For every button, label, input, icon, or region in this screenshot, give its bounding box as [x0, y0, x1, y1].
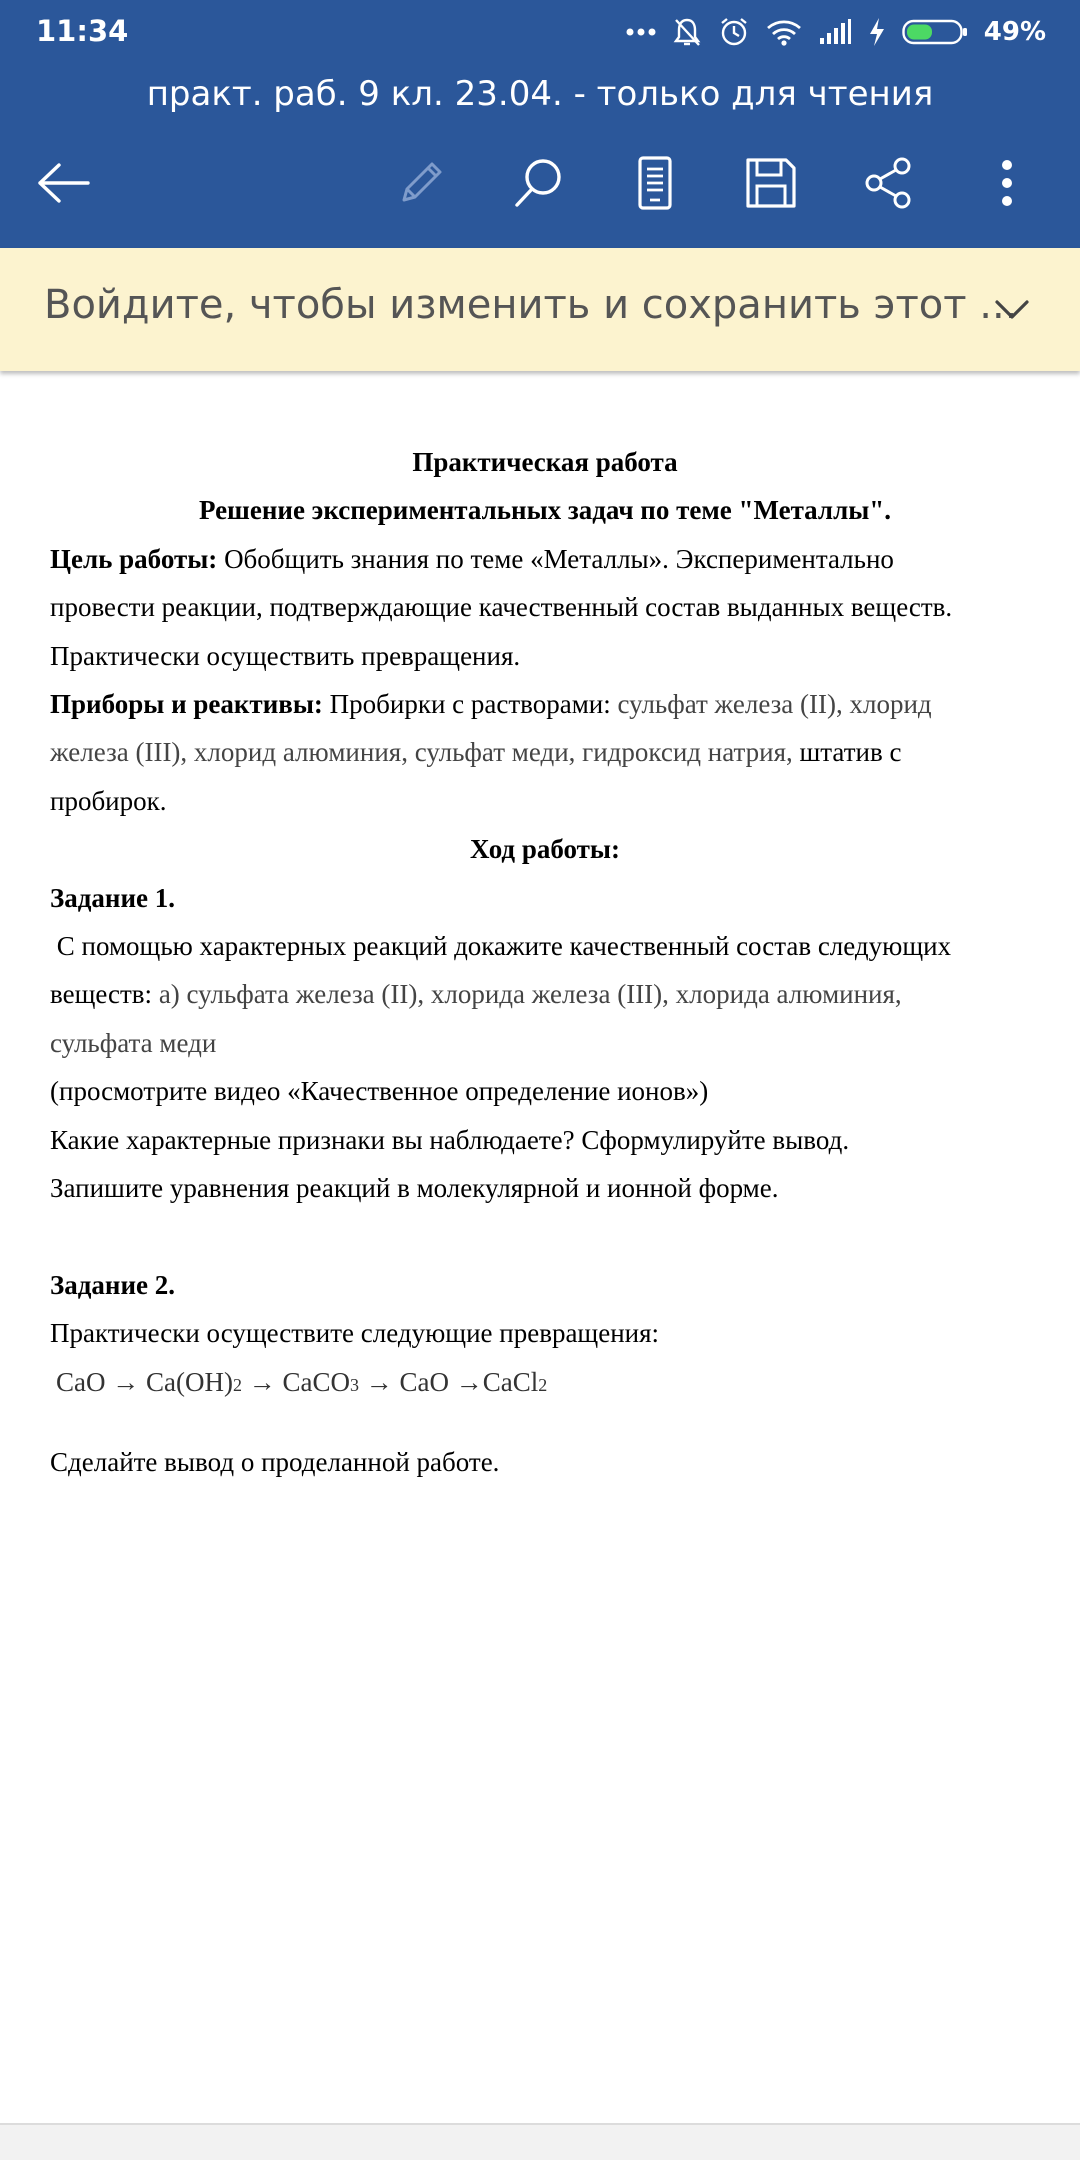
equipment-text: железа (III), хлорид алюминия, сульфат меди, гидроксид натрия, — [50, 737, 793, 768]
equipment-line — [50, 728, 1040, 776]
equipment-text: Пробирки с растворами: — [322, 689, 618, 720]
task1-heading: Задание 1. — [50, 882, 176, 913]
share-icon — [863, 156, 915, 210]
save-icon — [744, 156, 798, 210]
task2-line: Практически осуществите следующие превращения: — [50, 1318, 660, 1349]
bottom-bar — [0, 2123, 1080, 2160]
conclusion-line: Сделайте вывод о проделанной работе. — [50, 1447, 500, 1478]
wifi-icon — [766, 18, 802, 46]
task1-text: веществ: — [50, 979, 159, 1010]
doc-subtitle: Решение экспериментальных задач по теме "Металлы". — [198, 495, 892, 526]
goal-text: Обобщить знания по теме «Металлы». Экспериментально — [217, 543, 894, 574]
search-icon — [511, 155, 567, 211]
mobile-view-button[interactable] — [622, 150, 688, 216]
goal-paragraph — [50, 535, 1040, 583]
signin-banner-text[interactable]: Войдите, чтобы изменить и сохранить этот ... — [44, 282, 1018, 328]
battery-icon — [902, 18, 968, 46]
more-vertical-icon — [1000, 157, 1014, 209]
equipment-text: штатив с — [792, 737, 902, 768]
procedure-heading: Ход работы: — [470, 834, 620, 865]
formula-part: CaO → Ca(OH) — [56, 1366, 233, 1397]
mobile-view-icon — [635, 155, 675, 211]
search-button[interactable] — [506, 150, 572, 216]
task1-line: Какие характерные признаки вы наблюдаете? Сформулируйте вывод. — [50, 1124, 850, 1155]
expand-banner-button[interactable] — [988, 286, 1036, 334]
blank-line — [50, 1213, 1040, 1261]
task1-line: (просмотрите видео «Качественное определение ионов») — [50, 1076, 709, 1107]
doc-title: Практическая работа — [412, 447, 678, 477]
more-dots-icon — [626, 27, 656, 37]
app-bar — [0, 0, 1080, 248]
more-options-button[interactable] — [974, 150, 1040, 216]
mute-bell-icon — [672, 16, 702, 48]
alarm-icon — [718, 16, 750, 48]
goal-label: Цель работы: — [50, 543, 218, 574]
formula-part: → CaCO — [241, 1366, 350, 1397]
charging-bolt-icon — [868, 17, 886, 47]
goal-line: Практически осуществить превращения. — [50, 640, 521, 671]
goal-line: провести реакции, подтверждающие качественный состав выданных веществ. — [50, 592, 953, 623]
task1-line: сульфата меди — [50, 1027, 217, 1058]
signin-banner[interactable] — [0, 248, 1080, 371]
signal-icon — [818, 18, 852, 46]
reaction-chain: CaO → Ca(OH) 2 → CaCO 3 → CaO →CaCl 2 — [50, 1358, 1040, 1406]
formula-part: → CaO →CaCl — [358, 1366, 539, 1397]
status-time: 11:34 — [36, 14, 129, 48]
blank-line — [50, 1406, 1040, 1438]
equipment-paragraph — [50, 680, 1040, 728]
equipment-text: сульфат железа (II), хлорид — [617, 689, 932, 720]
battery-percent: 49% — [983, 17, 1046, 47]
status-icons — [610, 12, 1046, 52]
chevron-down-icon — [994, 299, 1030, 321]
share-button[interactable] — [856, 150, 922, 216]
edit-button[interactable] — [388, 150, 454, 216]
pencil-icon — [394, 156, 448, 210]
task1-line — [50, 970, 1040, 1018]
equipment-line: пробирок. — [50, 785, 167, 816]
save-button[interactable] — [738, 150, 804, 216]
task2-heading: Задание 2. — [50, 1269, 176, 1300]
document-title: практ. раб. 9 кл. 23.04. - только для чтения — [146, 74, 934, 114]
back-button[interactable] — [30, 150, 96, 216]
task1-line: Запишите уравнения реакций в молекулярной и ионной форме. — [50, 1173, 779, 1204]
equipment-label: Приборы и реактивы: — [50, 689, 323, 720]
task1-line: С помощью характерных реакций докажите качественный состав следующих — [50, 931, 952, 962]
task1-text: а) сульфата железа (II), хлорида железа (III), хлорида алюминия, — [158, 979, 902, 1010]
back-arrow-icon — [35, 161, 91, 205]
document-body — [50, 438, 1040, 1487]
